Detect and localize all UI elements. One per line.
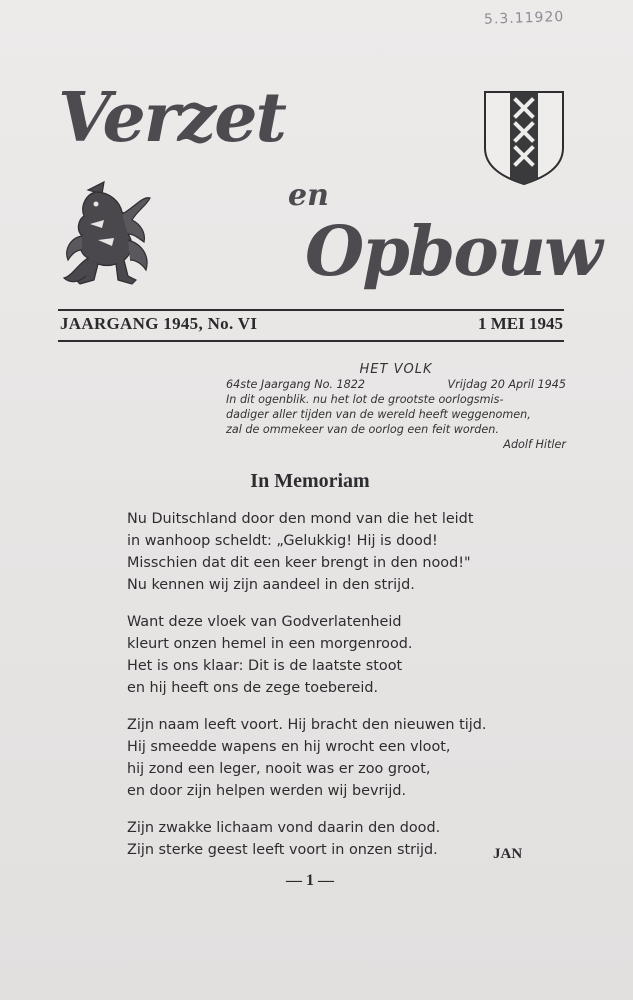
poem-line: en hij heeft ons de zege toebereid. [127, 680, 379, 696]
header-rule-bottom [58, 340, 564, 342]
poem-line: kleurt onzen hemel in een morgenrood. [127, 636, 413, 652]
masthead-title-en: en [288, 178, 329, 213]
poem-line: in wanhoop scheldt: „Gelukkig! Hij is dood! [127, 533, 438, 549]
epigraph-source-date: Vrijdag 20 April 1945 [447, 378, 566, 391]
poem-line: Zijn naam leeft voort. Hij bracht den nieuwen tijd. [127, 717, 487, 733]
poem-line: Zijn sterke geest leeft voort in onzen strijd. [127, 842, 438, 858]
poem-line: Nu Duitschland door den mond van die het leidt [127, 511, 474, 527]
epigraph-line: zal de ommekeer van de oorlog een feit worden. [226, 423, 499, 436]
masthead-title-opbouw: Opbouw [305, 212, 601, 292]
poem-line: Hij smeedde wapens en hij wrocht een vloot, [127, 739, 451, 755]
lion-emblem [58, 180, 158, 300]
poem-line: Want deze vloek van Godverlatenheid [127, 614, 402, 630]
poem-line: hij zond een leger, nooit was er zoo groot, [127, 761, 431, 777]
epigraph-line: In dit ogenblik. nu het lot de grootste oorlogsmis- [226, 393, 504, 406]
poem-line: Misschien dat dit een keer brengt in den nood!" [127, 555, 471, 571]
poem-body [127, 508, 567, 876]
poem-signature: JAN [493, 846, 523, 862]
masthead-title-verzet: Verzet [58, 78, 285, 158]
page-number: — 1 — [286, 872, 334, 889]
poem-line: Zijn zwakke lichaam vond daarin den dood. [127, 820, 441, 836]
header-rule-top [58, 309, 564, 311]
poem-stanza [127, 508, 567, 596]
epigraph-author: Adolf Hitler [503, 438, 566, 451]
poem-line: en door zijn helpen werden wij bevrijd. [127, 783, 407, 799]
poem-stanza [127, 611, 567, 699]
poem-line: Nu kennen wij zijn aandeel in den strijd. [127, 577, 415, 593]
archive-note: 5.3.11920 [483, 8, 565, 28]
epigraph-source-title: HET VOLK [359, 362, 433, 377]
poem-stanza [127, 714, 567, 802]
epigraph-source-meta [226, 377, 566, 392]
epigraph-source-issue: 64ste Jaargang No. 1822 [226, 378, 366, 391]
epigraph [226, 362, 566, 452]
amsterdam-shield-icon [483, 90, 565, 186]
poem-title: In Memoriam [250, 470, 370, 492]
issue-volume: JAARGANG 1945, No. VI [60, 314, 258, 333]
issue-date: 1 MEI 1945 [478, 314, 563, 333]
epigraph-line: dadiger aller tijden van de wereld heeft weggenomen, [226, 408, 531, 421]
poem-line: Het is ons klaar: Dit is de laatste stoot [127, 658, 403, 674]
